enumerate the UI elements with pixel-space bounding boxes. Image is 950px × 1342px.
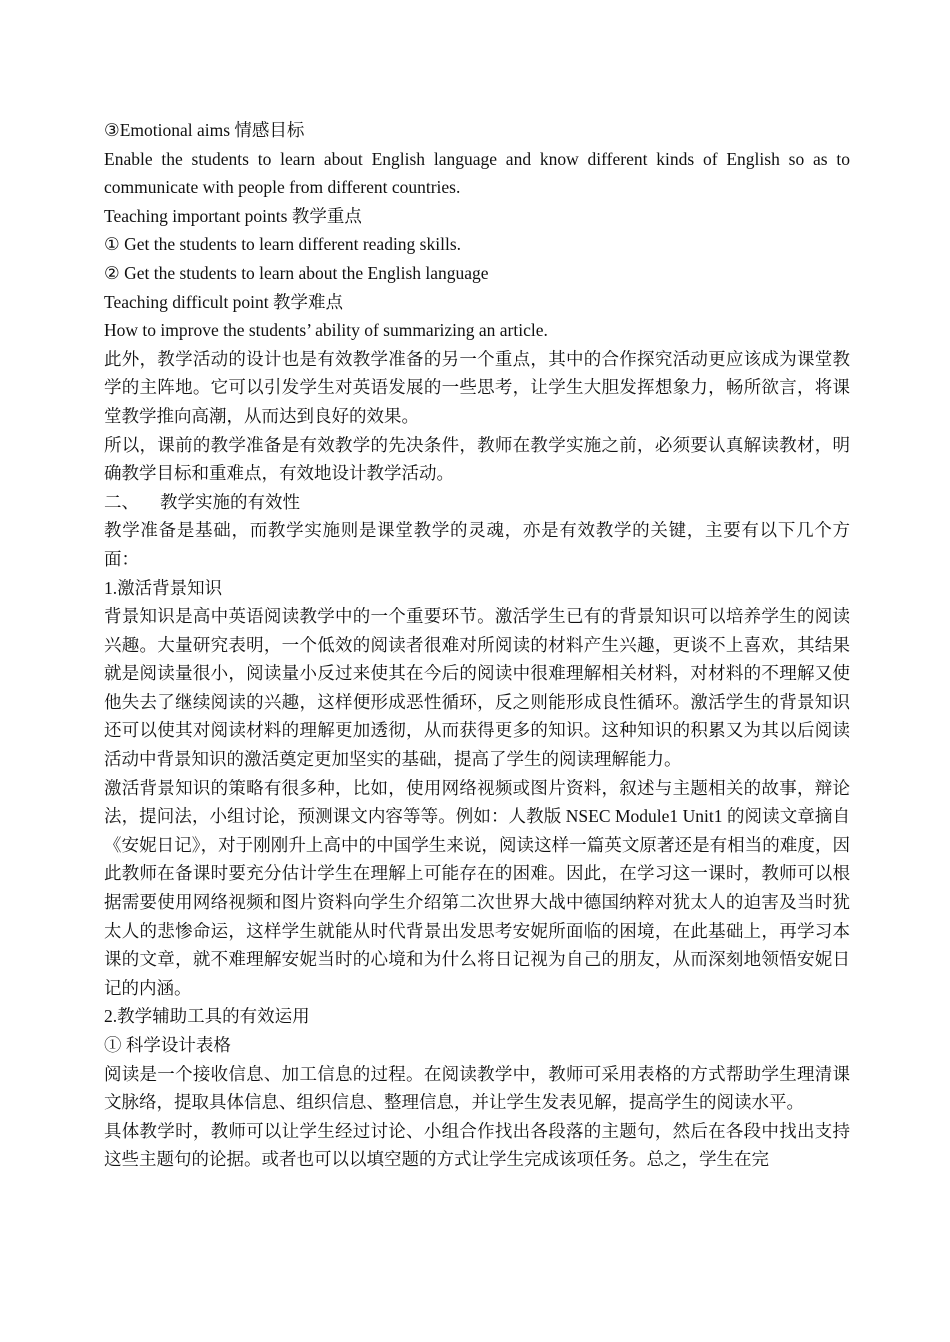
difficult-point-heading: Teaching difficult point 教学难点 [104, 291, 344, 312]
important-point-1: ① Get the students to learn different reading skills. [104, 234, 462, 255]
paragraph-section-2-intro: 教学准备是基础，而教学实施则是课堂教学的灵魂，亦是有效教学的关键，主要有以下几个方面： [104, 520, 850, 569]
difficult-point-text: How to improve the students’ ability of summarizing an article. [104, 320, 548, 341]
paragraph-background-2: 激活背景知识的策略有很多种，比如，使用网络视频或图片资料，叙述与主题相关的故事，辩论法，提问法，小组讨论，预测课文内容等等。例如：人教版 NSEC Module1 Unit1 的阅读文章摘自《安妮日记》，对于刚刚升上高中的中国学生来说，阅读这样一篇英文原著还是有相当的难度，因此教师在备课时要充分估计学生在理解上可能存在的困难。因此，在学习这一课时，教师可以根据需要使用网络视频和图片资料向学生介绍第二次世界大战中德国纳粹对犹太人的迫害及当时犹太人的悲惨命运，这样学生就能从时代背景出发思考安妮所面临的困境，在此基础上，再学习本课的文章，就不难理解安妮当时的心境和为什么将日记视为自己的朋友，从而深刻地领悟安妮日记的内涵。 [104, 777, 850, 998]
paragraph-table-2: 具体教学时，教师可以让学生经过讨论、小组合作找出各段落的主题句，然后在各段中找出支持这些主题句的论据。或者也可以以填空题的方式让学生完成该项任务。总之，学生在完 [104, 1120, 850, 1170]
paragraph-background-1: 背景知识是高中英语阅读教学中的一个重要环节。激活学生已有的背景知识可以培养学生的阅读兴趣。大量研究表明，一个低效的阅读者很难对所阅读的材料产生兴趣，更谈不上喜欢，其结果就是阅读量很小，阅读量小反过来使其在今后的阅读中很难理解相关材料，对材料的不理解又使他失去了继续阅读的兴趣，这样便形成恶性循环，反之则能形成良性循环。激活学生的背景知识还可以使其对阅读材料的理解更加透彻，从而获得更多的知识。这种知识的积累又为其以后阅读活动中背景知识的激活奠定更加坚实的基础，提高了学生的阅读理解能力。 [104, 606, 850, 770]
important-point-2: ② Get the students to learn about the English language [104, 262, 489, 283]
paragraph-table-1: 阅读是一个接收信息、加工信息的过程。在阅读教学中，教师可采用表格的方式帮助学生理清课文脉络，提取具体信息、组织信息、整理信息，并让学生发表见解，提高学生的阅读水平。 [104, 1063, 850, 1113]
section-2-heading [104, 488, 850, 517]
paragraph-conclusion: 所以，课前的教学准备是有效教学的先决条件，教师在教学实施之前，必须要认真解读教材，明确教学目标和重难点，有效地设计教学活动。 [104, 434, 850, 484]
emotional-aims-text: Enable the students to learn about English language and know different kinds of English so as to communicate with people from different countries. [104, 148, 850, 198]
section-2-title: 教学实施的有效性 [160, 491, 300, 512]
important-points-heading: Teaching important points 教学重点 [104, 205, 362, 226]
subsection-1-heading: 1.激活背景知识 [104, 577, 223, 598]
subsection-2-heading: 2.教学辅助工具的有效运用 [104, 1006, 310, 1027]
paragraph-activity-design: 此外，教学活动的设计也是有效教学准备的另一个重点，其中的合作探究活动更应该成为课堂教学的主阵地。它可以引发学生对英语发展的一些思考，让学生大胆发挥想象力，畅所欲言，将课堂教学推向高潮，从而达到良好的效果。 [104, 348, 850, 426]
emotional-aims-heading: ③Emotional aims 情感目标 [104, 120, 305, 140]
subsection-2-1-heading: ① 科学设计表格 [104, 1035, 231, 1055]
section-2-number: 二、 [104, 491, 139, 512]
